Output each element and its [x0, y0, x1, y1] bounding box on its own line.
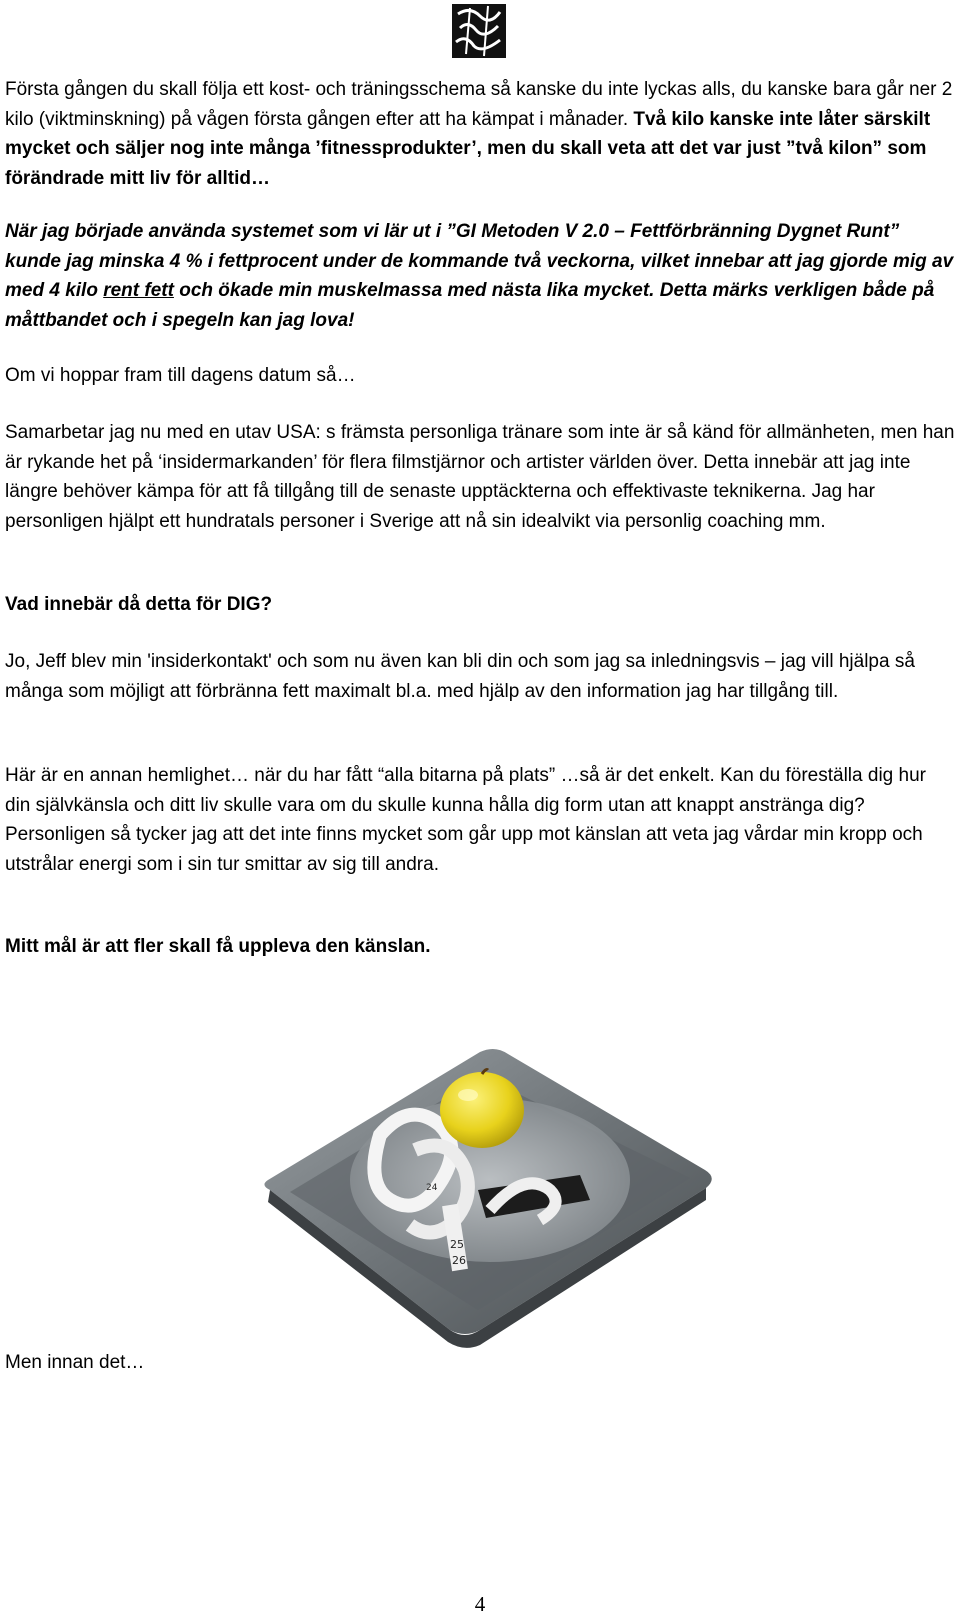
paragraph-gi-method	[5, 217, 955, 335]
intro-text: Första gången du skall följa ett kost- och träningsschema så kanske du inte lyckas alls, du kanske bara går ner 2 kilo (viktminskning) på vågen första gången efter att ha kämpat i månader.	[5, 79, 953, 130]
gi-method-text-end: och ökade min muskelmassa med nästa lika mycket. Detta märks verkligen både på måttbandet och i spegeln kan jag lova!	[5, 280, 935, 331]
tribal-logo-icon	[450, 2, 508, 60]
page-number: 4	[474, 1592, 486, 1616]
scale-apple-photo	[250, 1040, 720, 1370]
intro-bold-text: Två kilo kanske inte låter särskilt mycket och säljer nog inte många ’fitnessprodukter’, men du skall veta att det var just ”två kilon” som förändrade mitt liv för alltid…	[5, 108, 931, 189]
tape-number: 24	[426, 1183, 438, 1193]
paragraph-before-that: Men innan det…	[5, 1352, 145, 1373]
heading-question: Vad innebär då detta för DIG?	[5, 594, 273, 615]
paragraph-jeff: Jo, Jeff blev min 'insiderkontakt' och som nu även kan bli din och som jag sa inledningsvis – jag vill hjälpa så många som möjligt att förbränna fett maximalt bl.a. med hjälp av den information jag har tillgång till.	[5, 651, 915, 702]
tape-number: 26	[452, 1254, 466, 1267]
paragraph-goal: Mitt mål är att fler skall få uppleva den känslan.	[5, 936, 431, 957]
paragraph-today: Om vi hoppar fram till dagens datum så…	[5, 365, 356, 386]
paragraph-collaboration: Samarbetar jag nu med en utav USA: s främsta personliga tränare som inte är så känd för allmänheten, men han är rykande het på ‘insidermarkanden’ för flera filmstjärnor och artister världen över. Detta innebär att jag inte längre behöver kämpa för att få tillgång till de senaste upptäckterna och effektivaste teknikerna. Jag har personligen hjälpt ett hundratals personer i Sverige att nå sin idealvikt via personlig coaching mm.	[5, 422, 955, 532]
paragraph-intro	[5, 75, 955, 193]
gi-method-text: När jag började använda systemet som vi lär ut i ”GI Metoden V 2.0 – Fettförbränning Dygnet Runt” kunde jag minska 4 % i fettprocent under de kommande två veckorna, vilket innebar att jag gjorde mig av med 4 kilo	[5, 221, 954, 301]
underlined-text: rent fett	[103, 280, 174, 301]
paragraph-secret: Här är en annan hemlighet… när du har fått “alla bitarna på plats” …så är det enkelt. Kan du föreställa dig hur din självkänsla och ditt liv skulle vara om du skulle kunna hålla dig form utan att knappt anstränga dig? Personligen så tycker jag att det inte finns mycket som går upp mot känslan att veta jag vårdar min kropp och utstrålar energi som i sin tur smittar av sig till andra.	[5, 765, 926, 875]
tape-number: 25	[450, 1238, 464, 1251]
